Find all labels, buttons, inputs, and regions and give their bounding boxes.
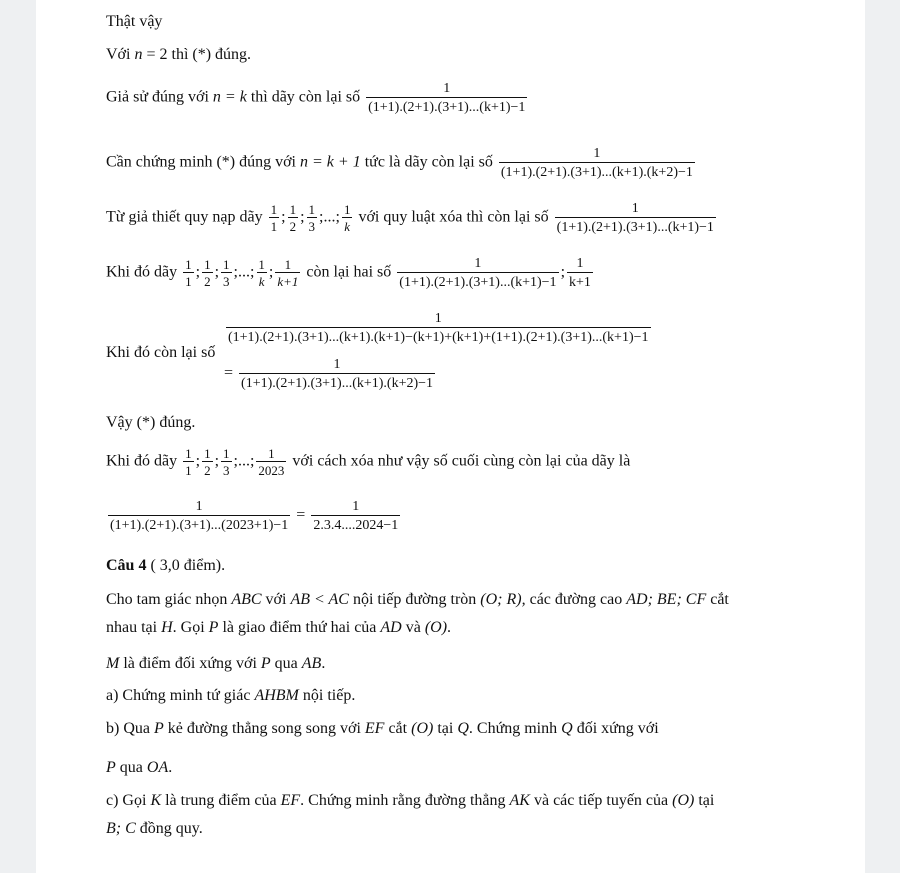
problem-part-b-cont: P qua OA.	[106, 759, 173, 776]
fraction-need-prove: $\frac{1}{(1+1).(2+1).(3+1)...(k+1).(k+2)-1}$	[500, 146, 693, 180]
line-final-result: $\frac{1}{(1+1).(2+1).(3+1)...(2023+1)-1}$ = $\frac{1}{2.3.4....2024-1}$	[110, 499, 399, 533]
line-hypothesis: Giả sử đúng với n = k thì dãy còn lại số $\frac{1}{(1+1).(2+1).(3+1)...(k+1)-1}$	[106, 81, 526, 115]
fraction-final-simplified: $\frac{1}{2.3.4....2024-1}$	[313, 499, 399, 533]
fraction-remaining-a: $\frac{1}{(1+1).(2+1).(3+1)...(k+1)-1}$	[399, 256, 557, 290]
problem-line-3: M là điểm đối xứng với P qua AB.	[106, 655, 326, 672]
fraction-hypothesis: $\frac{1}{(1+1).(2+1).(3+1)...(k+1)-1}$	[368, 81, 526, 115]
fraction-remaining-b: $\frac{1}{k+1}$	[569, 256, 591, 290]
question-4-title: Câu 4 ( 3,0 điểm).	[106, 557, 226, 574]
line-big-fraction	[224, 310, 653, 346]
line-base-case: Với n = 2 thì (*) đúng.	[106, 46, 252, 63]
line-remaining-label: Khi đó còn lại số	[106, 344, 216, 361]
problem-part-a: a) Chứng minh tứ giác AHBM nội tiếp.	[106, 687, 356, 704]
fraction-simplified: $\frac{1}{(1+1).(2+1).(3+1)...(k+1).(k+2)-1}$	[241, 357, 434, 391]
problem-part-b: b) Qua P kẻ đường thẳng song song với EF cắt (O) tại Q. Chứng minh Q đối xứng với	[106, 720, 659, 737]
problem-line-2: nhau tại H. Gọi P là giao điểm thứ hai của AD và (O).	[106, 619, 452, 636]
line-induction-sequence: Từ giả thiết quy nạp dãy $\frac{1}{1}$ ; $\frac{1}{2}$ ; $\frac{1}{3}$ ;...; $\frac{1}{k}$ với quy luật xóa thì còn lại số $\frac{1}{(1+1).(2+1).(3+1)...(k+1)-1}$	[106, 201, 714, 235]
problem-line-1: Cho tam giác nhọn ABC với AB < AC nội tiếp đường tròn (O; R), các đường cao AD; BE; CF cắt	[106, 591, 729, 608]
line-simplified: = $\frac{1}{(1+1).(2+1).(3+1)...(k+1).(k+2)-1}$	[224, 357, 434, 391]
problem-part-c: c) Gọi K là trung điểm của EF. Chứng minh rằng đường thẳng AK và các tiếp tuyến của (O) tại	[106, 792, 715, 809]
line-conclusion: Vậy (*) đúng.	[106, 414, 196, 431]
document-page	[36, 0, 865, 873]
fraction-big: 1 (1+1).(2+1).(3+1)...(k+1).(k+1)−(k+1)+(k+1)+(1+1).(2+1).(3+1)...(k+1)−1	[228, 311, 649, 345]
line-need-prove: Cần chứng minh (*) đúng với n = k + 1 tức là dãy còn lại số $\frac{1}{(1+1).(2+1).(3+1)...(k+1).(k+2)-1}$	[106, 146, 693, 180]
heading-that-vay: Thật vậy	[106, 13, 163, 30]
fraction-remaining: $\frac{1}{(1+1).(2+1).(3+1)...(k+1)-1}$	[556, 201, 714, 235]
fraction-final: $\frac{1}{(1+1).(2+1).(3+1)...(2023+1)-1}$	[110, 499, 289, 533]
problem-part-c-cont: B; C đồng quy.	[106, 820, 203, 837]
line-final-sequence: Khi đó dãy $\frac{1}{1}$ ; $\frac{1}{2}$ ; $\frac{1}{3}$ ;...; $\frac{1}{2023}$ với cách xóa như vậy số cuối cùng còn lại của dãy là	[106, 446, 631, 478]
line-two-remaining: Khi đó dãy $\frac{1}{1}$ ; $\frac{1}{2}$ ; $\frac{1}{3}$ ;...; $\frac{1}{k}$ ; $\frac{1}{k+1}$ còn lại hai số $\frac{1}{(1+1).(2+1).(3+1)...(k+1)-1}$ ; $\frac{1}{k+1}$	[106, 256, 591, 290]
